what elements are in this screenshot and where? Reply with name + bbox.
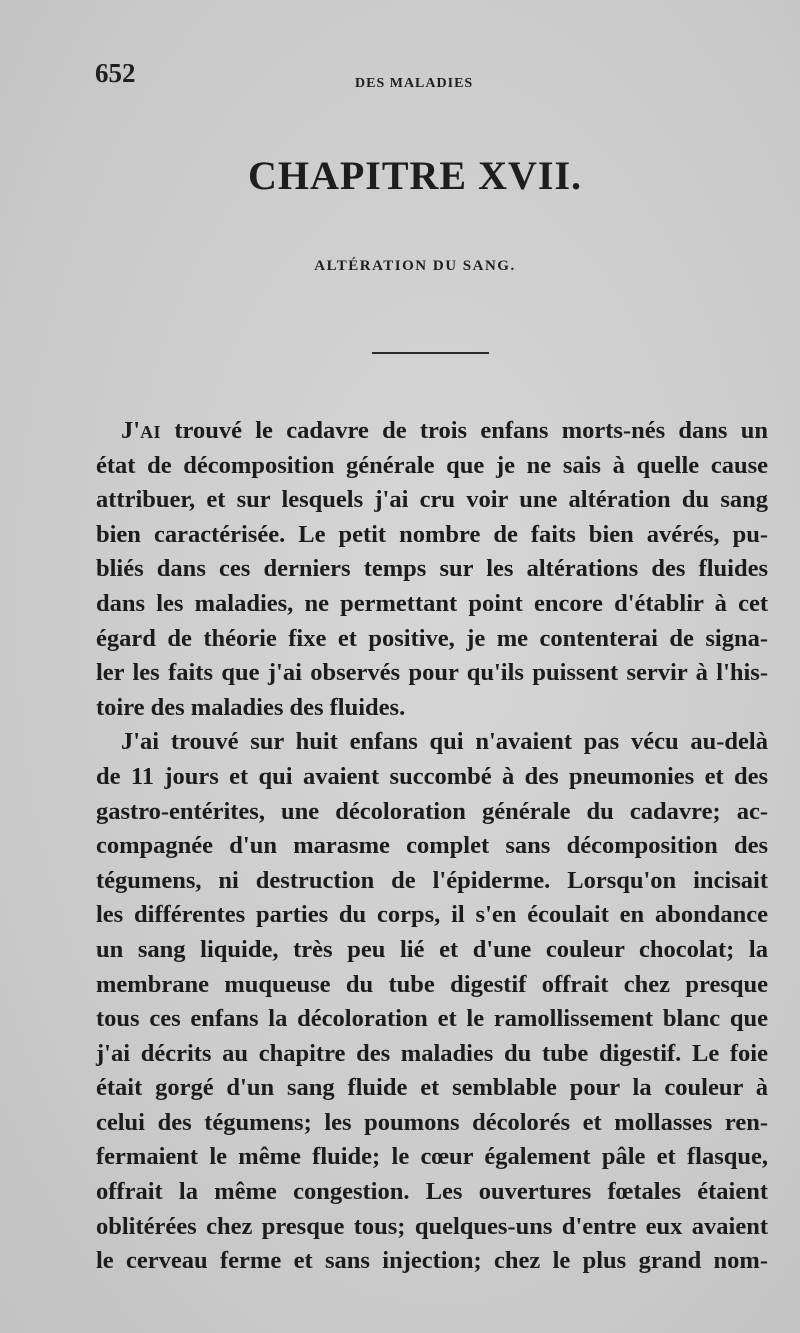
drop-smallcaps: AI (140, 422, 162, 442)
text-line (96, 414, 768, 449)
text-line: tous ces enfans la décoloration et le ramollissement blanc que (96, 1005, 768, 1033)
text-line: de 11 jours et qui avaient succombé à des pneumonies et des (96, 762, 768, 790)
body-text (96, 414, 768, 1279)
text-line: toire des maladies des fluides. (96, 693, 406, 721)
section-title: ALTÉRATION DU SANG. (314, 258, 516, 274)
text-line: un sang liquide, très peu lié et d'une couleur chocolat; la (96, 935, 768, 963)
drop-word: J' (121, 417, 141, 444)
text-line: bien caractérisée. Le petit nombre de faits bien avérés, pu- (96, 520, 768, 548)
text-line: J'ai trouvé sur huit enfans qui n'avaient pas vécu au-delà (121, 728, 768, 756)
text-line: égard de théorie fixe et positive, je me contenterai de signa- (96, 624, 768, 652)
text-line: bliés dans ces derniers temps sur les altérations des fluides (96, 555, 768, 583)
text-line: ler les faits que j'ai observés pour qu'ils puissent servir à l'his- (96, 659, 768, 687)
text-line: offrait la même congestion. Les ouvertures fœtales étaient (96, 1178, 768, 1206)
section-divider (372, 352, 489, 354)
page-number: 652 (95, 58, 136, 88)
text-line: tégumens, ni destruction de l'épiderme. Lorsqu'on incisait (96, 866, 768, 894)
text-line: membrane muqueuse du tube digestif offrait chez presque (96, 970, 768, 998)
chapter-title: CHAPITRE XVII. (247, 153, 583, 198)
text-line: attribuer, et sur lesquels j'ai cru voir une altération du sang (96, 486, 768, 514)
text-line: le cerveau ferme et sans injection; chez le plus grand nom- (96, 1247, 768, 1275)
text-line: j'ai décrits au chapitre des maladies du tube digestif. Le foie (96, 1039, 768, 1067)
text-line: fermaient le même fluide; le cœur également pâle et flasque, (96, 1143, 768, 1171)
running-head (95, 58, 785, 98)
text-line: gastro-entérites, une décoloration générale du cadavre; ac- (96, 797, 768, 825)
text-line-content: trouvé le cadavre de trois enfans morts-nés dans un (161, 417, 768, 444)
text-line: oblitérées chez presque tous; quelques-uns d'entre eux avaient (96, 1212, 768, 1240)
text-line: était gorgé d'un sang fluide et semblable pour la couleur à (96, 1074, 768, 1102)
text-line: dans les maladies, ne permettant point encore d'établir à cet (96, 589, 768, 617)
text-line: celui des tégumens; les poumons décolorés et mollasses ren- (96, 1108, 768, 1136)
text-line: compagnée d'un marasme complet sans décomposition des (96, 832, 768, 860)
text-line: les différentes parties du corps, il s'en écoulait en abondance (96, 901, 768, 929)
running-head-title: DES MALADIES (355, 76, 474, 91)
text-line: état de décomposition générale que je ne sais à quelle cause (96, 451, 768, 479)
